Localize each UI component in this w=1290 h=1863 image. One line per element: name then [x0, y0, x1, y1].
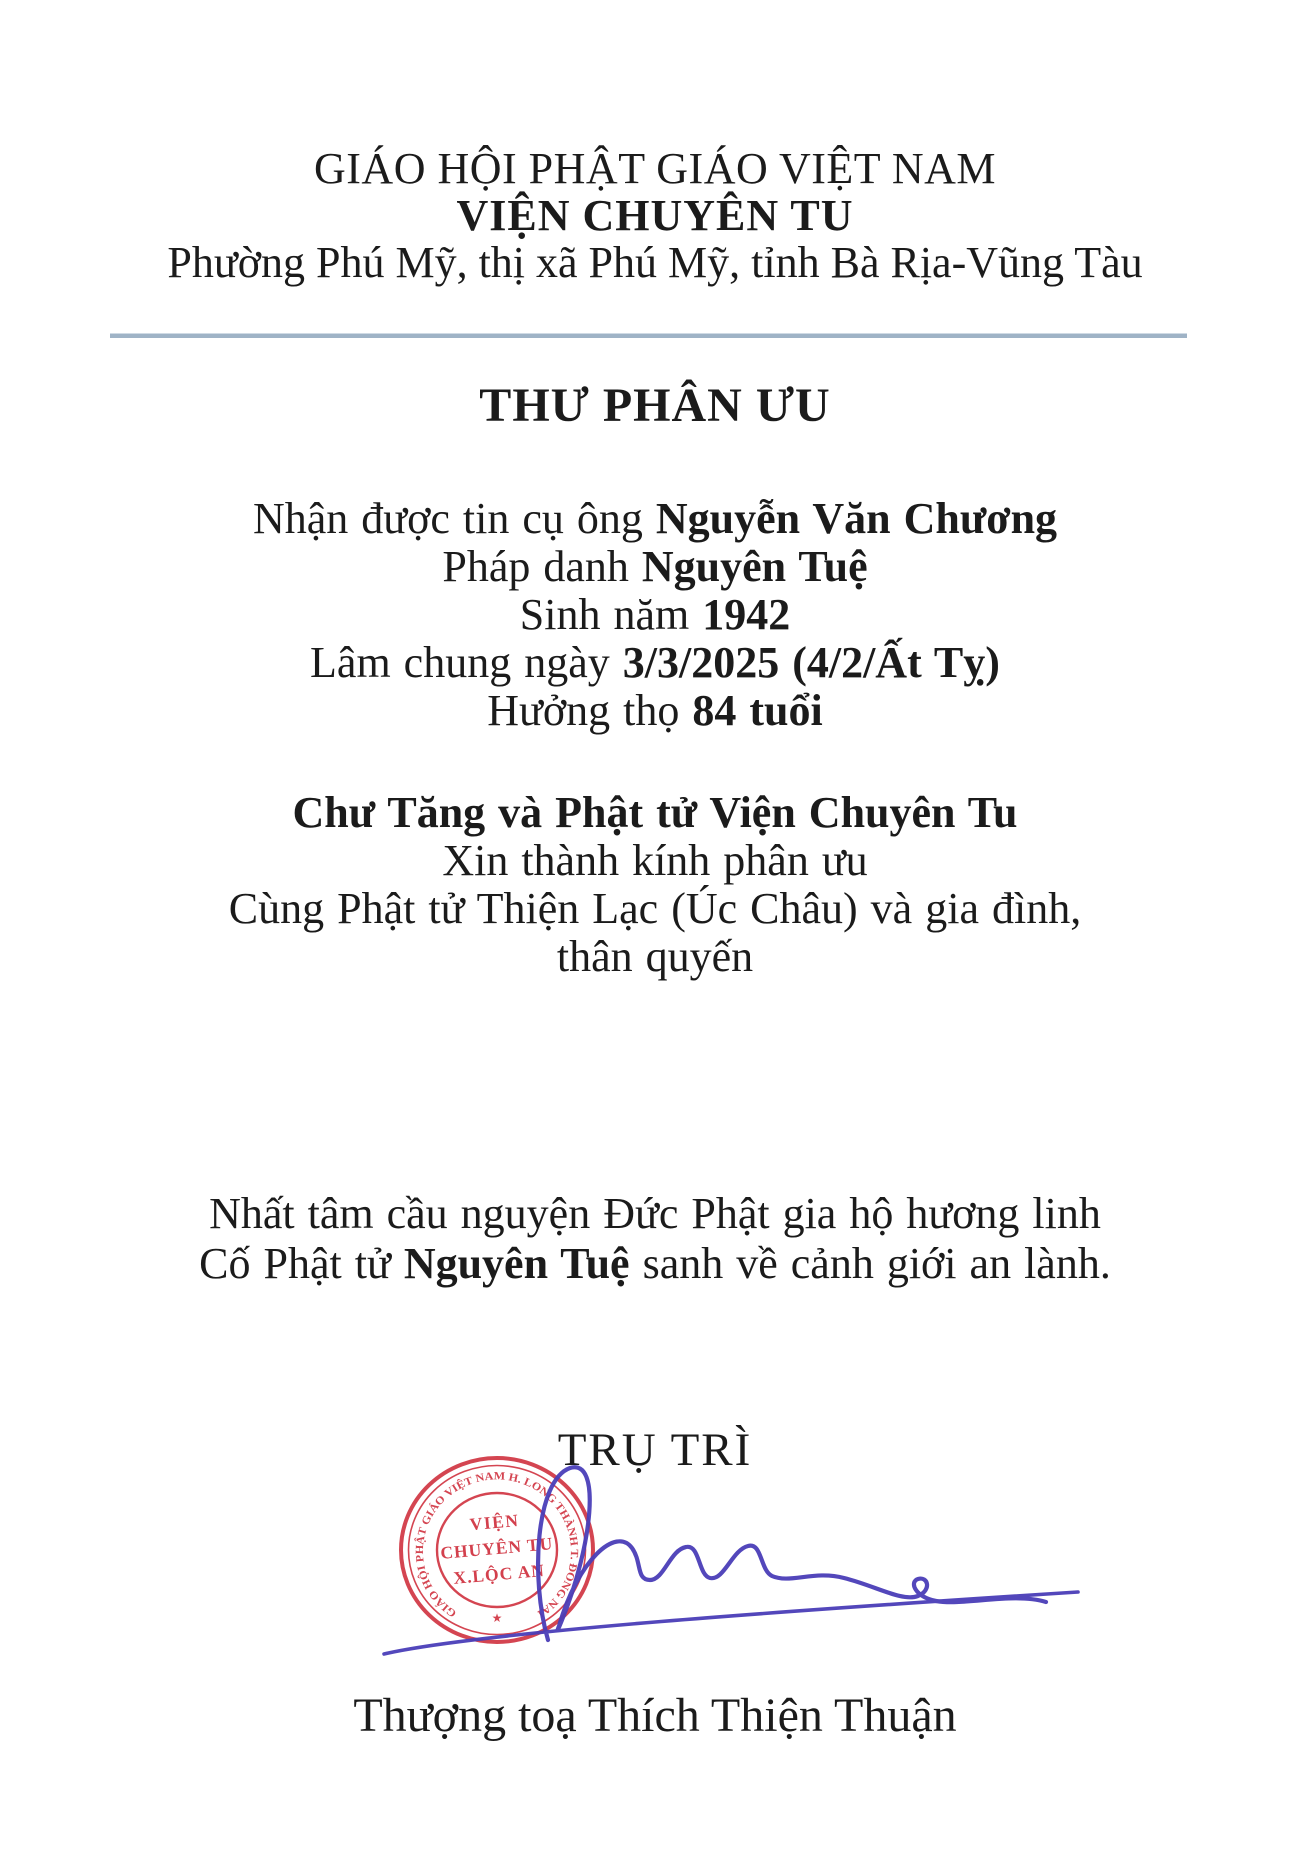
death-date: 3/3/2025 (4/2/Ất Tỵ) — [622, 638, 1000, 687]
line-birth-year: Sinh năm 1942 — [519, 590, 791, 639]
signer-name: Thượng toạ Thích Thiện Thuận — [353, 1689, 957, 1742]
condolence-block — [110, 789, 1200, 981]
org-name: GIÁO HỘI PHẬT GIÁO VIỆT NAM — [313, 144, 997, 193]
line-sangha: Chư Tăng và Phật tử Viện Chuyên Tu — [292, 788, 1018, 837]
temple-address: Phường Phú Mỹ, thị xã Phú Mỹ, tỉnh Bà Rịa-Vũng Tàu — [167, 238, 1143, 287]
deceased-info — [110, 495, 1200, 735]
line-death-date: Lâm chung ngày 3/3/2025 (4/2/Ất Tỵ) — [310, 638, 1000, 687]
seal-line-vien: VIỆN — [468, 1509, 521, 1535]
signature-main-stroke — [538, 1467, 1046, 1640]
dharma-name: Nguyên Tuệ — [641, 542, 868, 591]
line-prayer-1: Nhất tâm cầu nguyện Đức Phật gia hộ hương linh — [209, 1189, 1101, 1238]
seal-star-icon: ★ — [491, 1611, 503, 1625]
deceased-name: Nguyễn Văn Chương — [655, 494, 1058, 543]
letter-title: THƯ PHÂN ƯU — [479, 379, 831, 432]
line-received-news: Nhận được tin cụ ông Nguyễn Văn Chương — [252, 494, 1058, 543]
line-condolence: Xin thành kính phân ưu — [442, 836, 868, 885]
letterhead — [110, 145, 1200, 287]
header-divider — [110, 333, 1187, 338]
handwritten-signature — [378, 1428, 1098, 1668]
dharma-name-2: Nguyên Tuệ — [403, 1239, 630, 1288]
line-family: Cùng Phật tử Thiện Lạc (Úc Châu) và gia đình, — [228, 884, 1082, 933]
line-dharma-name: Pháp danh Nguyên Tuệ — [442, 542, 868, 591]
seal-ring-text: GIÁO HỘI PHẬT GIÁO VIỆT NAM H. LONG THÀNH T. ĐỒNG NAI — [413, 1470, 581, 1620]
seal-line-chuyen-tu: CHUYÊN TU — [439, 1533, 555, 1563]
line-relatives: thân quyến — [556, 932, 754, 981]
line-prayer-2: Cố Phật tử Nguyên Tuệ sanh về cảnh giới an lành. — [199, 1239, 1111, 1288]
birth-year: 1942 — [702, 590, 791, 639]
seal-line-loc-an: X.LỘC AN — [452, 1559, 546, 1588]
prayer-block — [110, 1189, 1200, 1289]
line-age: Hưởng thọ 84 tuổi — [487, 686, 823, 735]
temple-name: VIỆN CHUYÊN TU — [456, 191, 854, 240]
age: 84 tuổi — [692, 686, 823, 735]
role-title: TRỤ TRÌ — [557, 1424, 753, 1476]
